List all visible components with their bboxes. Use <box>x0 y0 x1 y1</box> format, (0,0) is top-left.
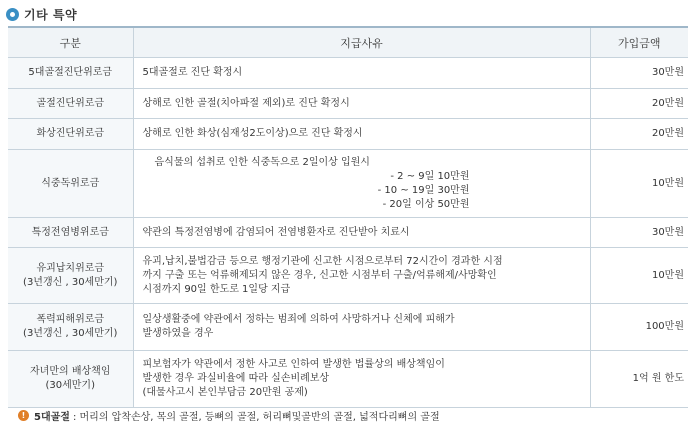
table-row <box>8 89 688 119</box>
header-category: 구분 <box>8 27 133 58</box>
row-name: 특정전염병위로금 <box>8 218 133 248</box>
row-amount: 20만원 <box>590 119 688 150</box>
row-name: 5대골절진단위로금 <box>8 58 133 89</box>
row-amount: 100만원 <box>590 304 688 351</box>
table-row <box>8 248 688 304</box>
footnote-label: 5대골절 <box>34 412 70 423</box>
header-reason: 지급사유 <box>133 27 590 58</box>
row-reason: 5대골절로 진단 확정시 <box>133 58 590 89</box>
table-row <box>8 351 688 408</box>
section-title: 기타 특약 <box>24 7 78 22</box>
table-row <box>8 218 688 248</box>
footnote <box>18 408 440 423</box>
table-row <box>8 119 688 150</box>
table-header-row <box>8 27 688 58</box>
header-amount: 가입금액 <box>590 27 688 58</box>
row-reason: 약관의 특정전염병에 감염되어 전염병환자로 진단받아 치료시 <box>133 218 590 248</box>
row-name: 식중독위로금 <box>8 150 133 218</box>
row-reason: 유괴,납치,불법감금 등으로 행정기관에 신고한 시점으로부터 72시간이 경과한 시점 까지 구출 또는 억류해제되지 않은 경우, 신고한 시점부터 구출/억류해제/사망확인 시점까지 90일 한도로 1일당 지급 <box>133 248 590 304</box>
table-row <box>8 150 688 218</box>
row-reason: 상해로 인한 화상(심재성2도이상)으로 진단 확정시 <box>133 119 590 150</box>
row-amount: 20만원 <box>590 89 688 119</box>
row-amount: 10만원 <box>590 150 688 218</box>
rider-table <box>8 26 688 408</box>
footnote-text: : 머리의 압착손상, 목의 골절, 등뼈의 골절, 허리뼈및골반의 골절, 넓적다리뼈의 골절 <box>72 412 440 423</box>
table-row <box>8 58 688 89</box>
section-header <box>6 4 77 24</box>
row-name: 폭력피해위로금 (3년갱신 , 30세만기) <box>8 304 133 351</box>
row-name: 유괴납치위로금 (3년갱신 , 30세만기) <box>8 248 133 304</box>
row-name: 골절진단위로금 <box>8 89 133 119</box>
row-reason: 일상생활중에 약관에서 정하는 범죄에 의하여 사망하거나 신체에 피해가 발생하였을 경우 <box>133 304 590 351</box>
row-amount: 30만원 <box>590 58 688 89</box>
bullet-icon <box>6 8 19 21</box>
row-amount: 1억 원 한도 <box>590 351 688 408</box>
row-amount: 30만원 <box>590 218 688 248</box>
row-name: 화상진단위로금 <box>8 119 133 150</box>
row-amount: 10만원 <box>590 248 688 304</box>
row-reason: 음식물의 섭취로 인한 식중독으로 2일이상 입원시 - 2 ~ 9일 10만원 - 10 ~ 19일 30만원 - 20일 이상 50만원 <box>133 150 590 218</box>
row-name: 자녀만의 배상책임 (30세만기) <box>8 351 133 408</box>
table-row <box>8 304 688 351</box>
row-reason: 피보험자가 약관에서 정한 사고로 인하여 발생한 법률상의 배상책임이 발생한 경우 과실비율에 따라 실손비례보상 (대물사고시 본인부담금 20만원 공제) <box>133 351 590 408</box>
row-reason: 상해로 인한 골절(치아파절 제외)로 진단 확정시 <box>133 89 590 119</box>
info-icon: ! <box>18 410 29 421</box>
